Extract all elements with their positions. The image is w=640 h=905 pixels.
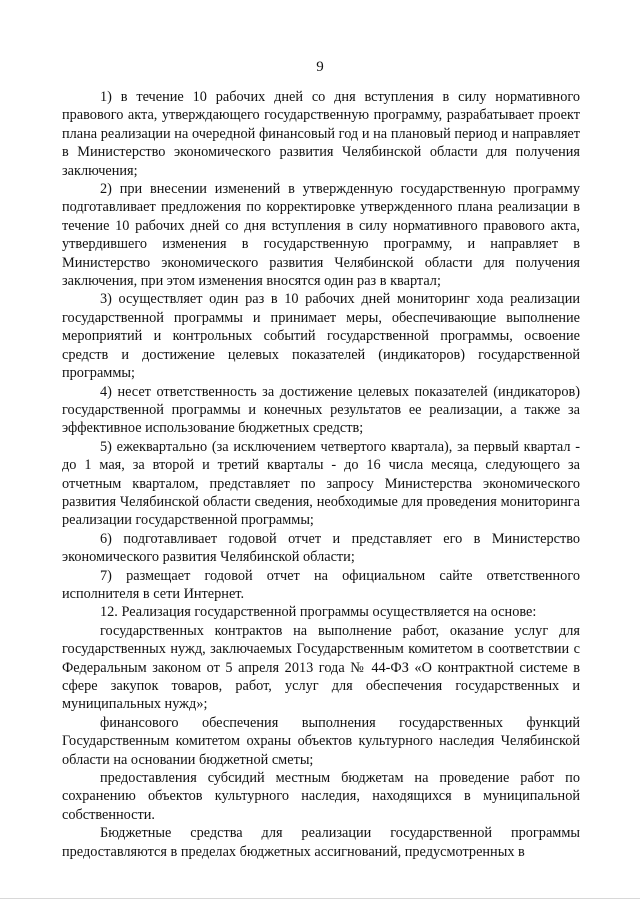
- page-number: 9: [316, 59, 324, 75]
- paragraph-item-7: 7) размещает годовой отчет на официальном сайте ответственного исполнителя в сети Интернет.: [62, 567, 580, 602]
- paragraph-item-3: 3) осуществляет один раз в 10 рабочих дней мониторинг хода реализации государственной программы и принимает меры, обеспечивающие выполнение мероприятий и контрольных событий государственной программы, освоение средств и достижение целевых показателей (индикаторов) государственной программы;: [62, 291, 580, 382]
- page-bottom-edge: [0, 898, 640, 899]
- paragraph-item-4: 4) несет ответственность за достижение целевых показателей (индикаторов) государственной программы и конечных результатов ее реализации, а также за эффективное использование бюджетных средств;: [62, 383, 580, 437]
- paragraph-subsidies: предоставления субсидий местным бюджетам на проведение работ по сохранению объектов культурного наследия, находящихся в муниципальной собственности.: [62, 770, 580, 823]
- paragraph-section-12: 12. Реализация государственной программы осуществляется на основе:: [100, 604, 537, 621]
- paragraph-item-5: 5) ежеквартально (за исключением четвертого квартала), за первый квартал - до 1 мая, за второй и третий кварталы - до 16 числа месяца, следующего за отчетным кварталом, представляет по запросу Министерства экономического развития Челябинской области сведения, необходимые для проведения мониторинга реализации государственной программы;: [62, 438, 580, 529]
- document-body: [62, 88, 580, 861]
- paragraph-item-2: 2) при внесении изменений в утвержденную государственную программу подготавливает предложения по корректировке утвержденного плана реализации в течение 10 рабочих дней со дня вступления в силу нормативного правового акта, утвердившего изменения в государственную программу, и направляет в Министерство экономического развития Челябинской области для получения заключения, при этом изменения вносятся один раз в квартал;: [62, 181, 580, 290]
- paragraph-financing: финансового обеспечения выполнения государственных функций Государственным комитетом охраны объектов культурного наследия Челябинской области на основании бюджетной сметы;: [62, 714, 580, 768]
- paragraph-contracts: государственных контрактов на выполнение работ, оказание услуг для государственных нужд, заключаемых Государственным комитетом в соответствии с Федеральным законом от 5 апреля 2013 года № 44-ФЗ «О контрактной системе в сфере закупок товаров, работ, услуг для обеспечения государственных и муниципальных нужд»;: [62, 622, 580, 713]
- paragraph-budget-funds: Бюджетные средства для реализации государственной программы предоставляются в пределах бюджетных ассигнований, предусмотренных в: [62, 825, 580, 860]
- paragraph-item-1: 1) в течение 10 рабочих дней со дня вступления в силу нормативного правового акта, утверждающего государственную программу, разрабатывает проект плана реализации на очередной финансовый год и на плановый период и направляет в Министерство экономического развития Челябинской области для получения заключения;: [62, 89, 580, 179]
- paragraph-item-6: 6) подготавливает годовой отчет и представляет его в Министерство экономического развития Челябинской области;: [62, 530, 580, 566]
